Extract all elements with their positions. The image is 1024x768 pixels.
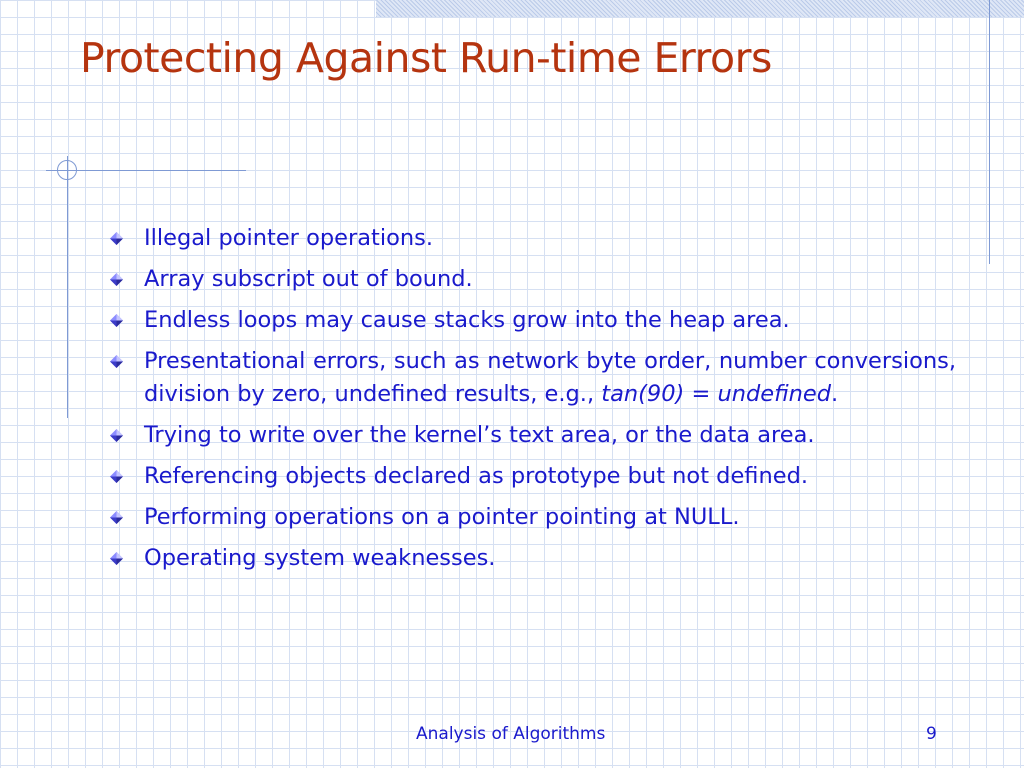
footer-title: Analysis of Algorithms (416, 724, 606, 744)
bullet-text: Referencing objects declared as prototype but not defined. (144, 463, 809, 489)
bullet-text-main: Presentational errors, such as network byte order, number conversions, division by zero, undefined results, e.g., (144, 348, 956, 407)
bullet-text-end: . (831, 381, 839, 407)
crosshair-circle-icon (57, 160, 77, 180)
bullet-item (108, 419, 956, 452)
diamond-bullet-icon (110, 232, 123, 245)
diamond-bullet-icon (110, 355, 123, 368)
bullet-item (108, 460, 956, 493)
bullet-item (108, 501, 956, 534)
bullet-text: Array subscript out of bound. (144, 266, 473, 292)
bullet-text: Endless loops may cause stacks grow into the heap area. (144, 307, 790, 333)
diamond-bullet-icon (110, 511, 123, 524)
bullet-item (108, 263, 956, 296)
bullet-item (108, 345, 956, 411)
bullet-list (108, 222, 956, 583)
diamond-bullet-icon (110, 273, 123, 286)
diamond-bullet-icon (110, 470, 123, 483)
bullet-item (108, 222, 956, 255)
bullet-text-italic: tan(90) = undefined (601, 381, 832, 407)
bullet-item (108, 304, 956, 337)
bullet-item (108, 542, 956, 575)
diamond-bullet-icon (110, 429, 123, 442)
bullet-text: Performing operations on a pointer pointing at NULL. (144, 504, 740, 530)
diamond-bullet-icon (110, 552, 123, 565)
page-number: 9 (926, 724, 937, 744)
bullet-text: Illegal pointer operations. (144, 225, 433, 251)
left-vertical-rule (67, 156, 68, 418)
diamond-bullet-icon (110, 314, 123, 327)
top-decorative-band (376, 0, 1024, 17)
bullet-text (144, 348, 956, 407)
bullet-text: Operating system weaknesses. (144, 545, 496, 571)
bullet-text: Trying to write over the kernel’s text area, or the data area. (144, 422, 815, 448)
right-vertical-rule (989, 0, 990, 264)
slide-title: Protecting Against Run-time Errors (80, 34, 772, 82)
